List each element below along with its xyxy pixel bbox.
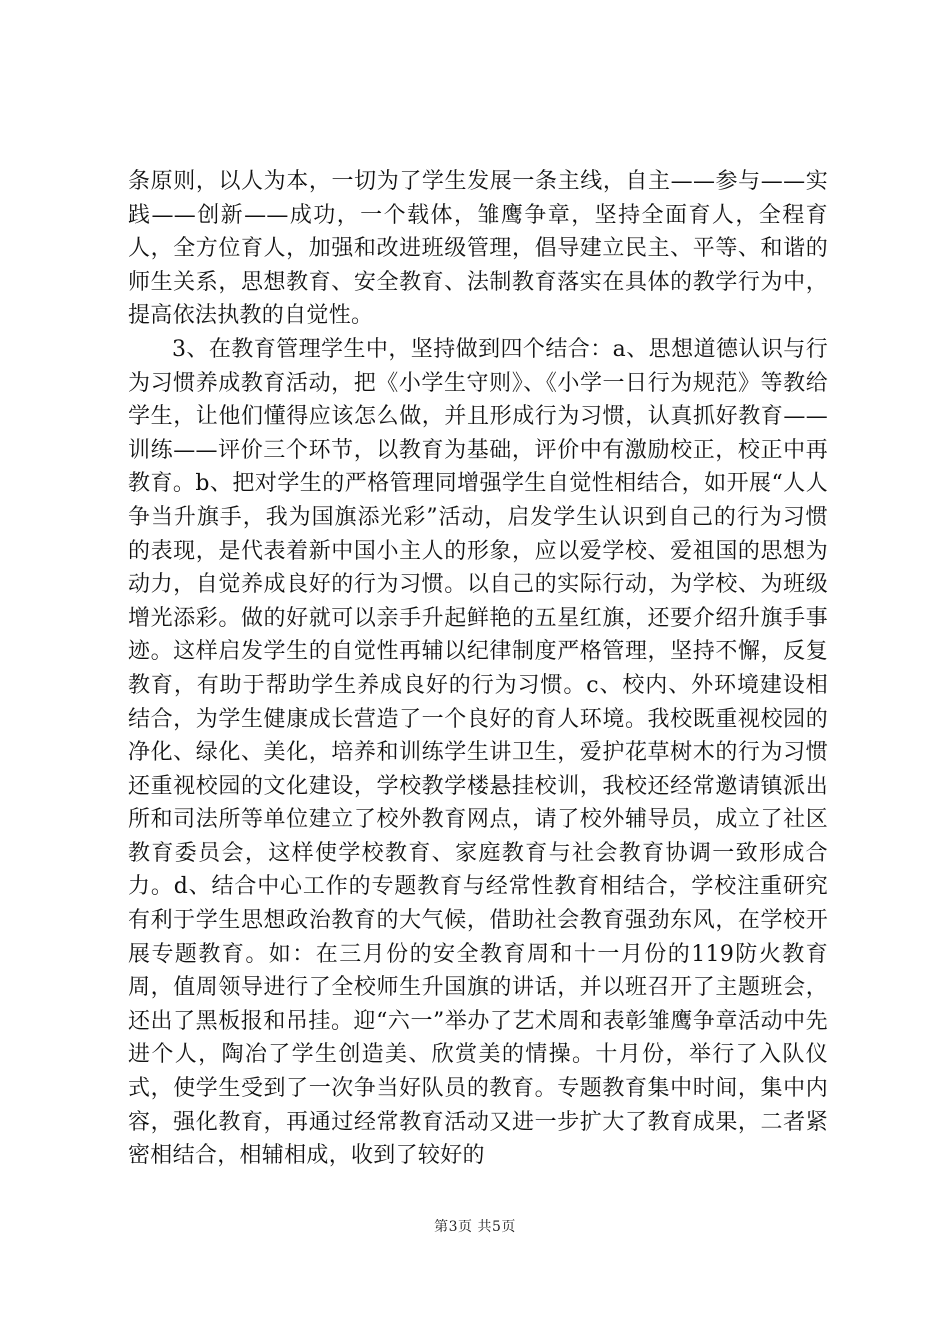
paragraph-four-combinations: 3、在教育管理学生中，坚持做到四个结合：a、思想道德认识与行为习惯养成教育活动，把《小学生守则》、《小学一日行为规范》等教给学生，让他们懂得应该怎么做，并且形成行为习惯，认真抓好教育——训练——评价三个环节，以教育为基础，评价中有激励校正，校正中再教育。b、把对学生的严格管理同增强学生自觉性相结合，如开展“人人争当升旗手，我为国旗添光彩”活动，启发学生认识到自己的行为习惯的表现，是代表着新中国小主人的形象，应以爱学校、爱祖国的思想为动力，自觉养成良好的行为习惯。以自己的实际行动，为学校、为班级增光添彩。做的好就可以亲手升起鲜艳的五星红旗，还要介绍升旗手事迹。这样启发学生的自觉性再辅以纪律制度严格管理，坚持不懈，反复教育，有助于帮助学生养成良好的行为习惯。c、校内、外环境建设相结合，为学生健康成长营造了一个良好的育人环境。我校既重视校园的净化、绿化、美化，培养和训练学生讲卫生，爱护花草树木的行为习惯还重视校园的文化建设，学校教学楼悬挂校训，我校还经常邀请镇派出所和司法所等单位建立了校外教育网点，请了校外辅导员，成立了社区教育委员会，这样使学校教育、家庭教育与社会教育协调一致形成合力。d、结合中心工作的专题教育与经常性教育相结合，学校注重研究有利于学生思想政治教育的大气候，借助社会教育强劲东风，在学校开展专题教育。如：在三月份的安全教育周和十一月份的119防火教育周，值周领导进行了全校师生升国旗的讲话，并以班召开了主题班会，还出了黑板报和吊挂。迎“六一”举办了艺术周和表彰雏鹰争章活动中先进个人，陶冶了学生创造美、欣赏美的情操。十月份，举行了入队仪式，使学生受到了一次争当好队员的教育。专题教育集中时间，集中内容，强化教育，再通过经常教育活动又进一步扩大了教育成果，二者紧密相结合，相辅相成，收到了较好的 (128, 336, 828, 1169)
paragraph-principles: 条原则，以人为本，一切为了学生发展一条主线，自主——参与——实践——创新——成功，一个载体，雏鹰争章，坚持全面育人，全程育人，全方位育人，加强和改进班级管理，倡导建立民主、平等、和谐的师生关系，思想教育、安全教育、法制教育落实在具体的教学行为中，提高依法执教的自觉性。 (128, 169, 828, 329)
document-body (128, 165, 828, 1173)
page-footer: 第3页 共5页 (434, 1219, 516, 1235)
